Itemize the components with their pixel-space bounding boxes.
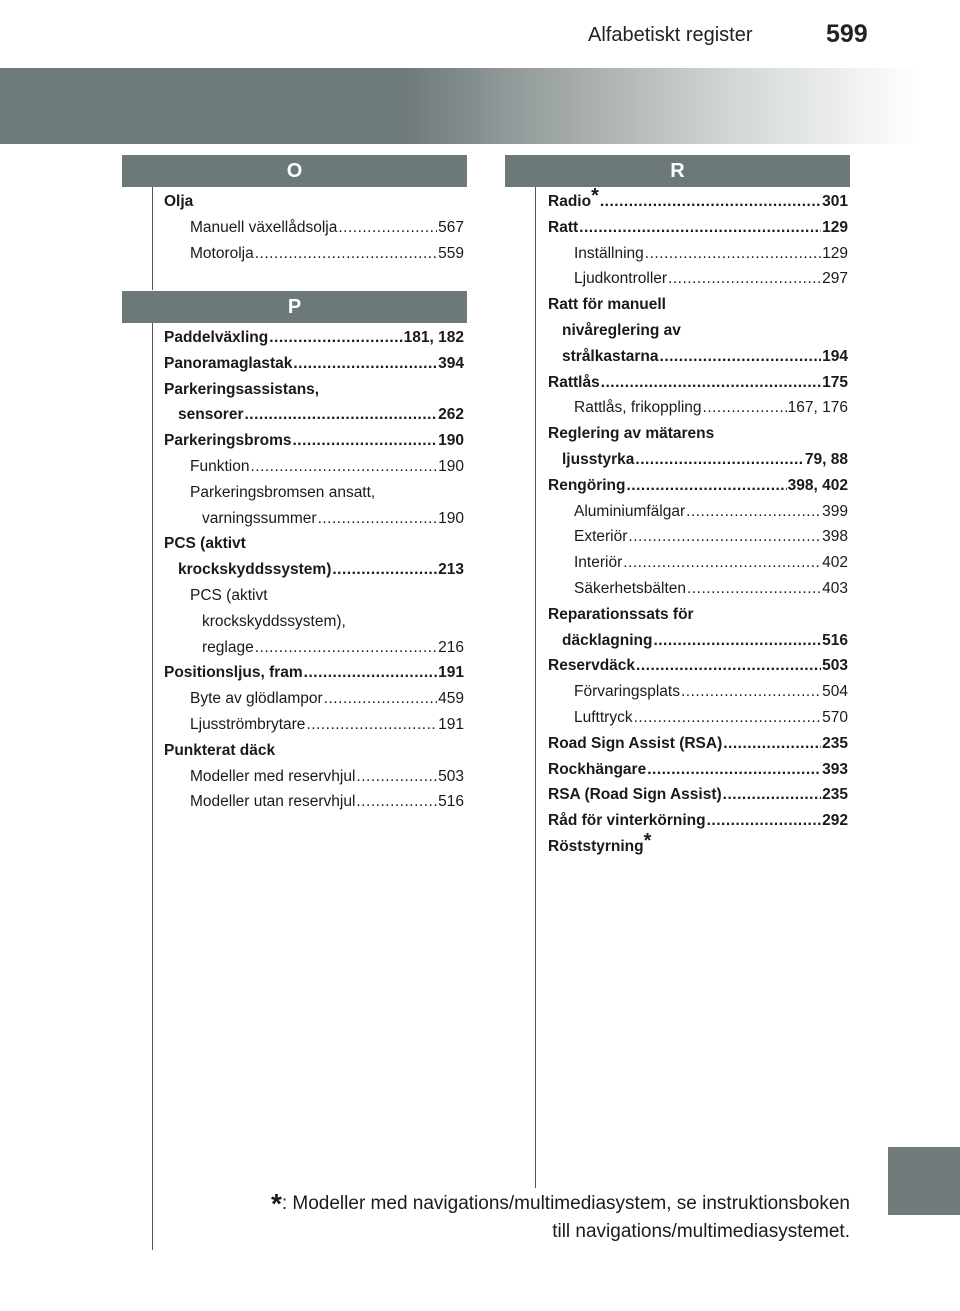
leader-dots <box>304 660 437 686</box>
entry-page[interactable]: 398 <box>822 528 848 546</box>
entry-text: Röststyrning <box>548 837 644 855</box>
entry-page[interactable]: 559 <box>438 244 464 262</box>
index-entry <box>164 377 464 403</box>
entry-text: Råd för vinterkörning <box>548 812 706 830</box>
leader-dots <box>668 266 821 292</box>
entry-page[interactable]: 398, 402 <box>787 476 848 494</box>
entry-text: Paddelväxling <box>164 329 269 346</box>
entry-text: strålkastarna <box>562 347 659 365</box>
entry-page[interactable]: 567 <box>438 218 464 236</box>
entry-text: däcklagning <box>562 631 653 649</box>
header-band <box>0 68 960 144</box>
entry-text: krockskyddssystem) <box>178 561 332 579</box>
leader-dots <box>318 506 438 532</box>
index-entry[interactable] <box>548 628 848 654</box>
index-entry[interactable] <box>548 757 848 783</box>
index-entry[interactable] <box>548 576 848 602</box>
index-entry[interactable] <box>164 241 464 267</box>
index-entry <box>164 531 464 557</box>
index-entry[interactable] <box>164 402 464 428</box>
leader-dots <box>356 764 437 790</box>
entry-page[interactable]: 570 <box>822 708 848 726</box>
entry-label: Radio <box>548 193 592 210</box>
index-entry[interactable] <box>164 325 464 351</box>
left-column-rule <box>152 322 153 1250</box>
footnote-line-2: till navigations/multimediasystemet. <box>552 1221 850 1242</box>
index-entry[interactable] <box>164 764 464 790</box>
entry-text: Olja <box>164 193 194 210</box>
section-header-r: R <box>505 155 850 187</box>
entry-page[interactable]: 503 <box>438 767 464 785</box>
entry-page[interactable]: 181, 182 <box>403 329 464 346</box>
entry-page[interactable]: 213 <box>438 561 464 579</box>
entry-page[interactable]: 191 <box>438 715 464 733</box>
leader-dots <box>723 782 821 808</box>
leader-dots <box>634 705 822 731</box>
leader-dots <box>623 550 821 576</box>
entry-text: Rockhängare <box>548 760 647 778</box>
entry-text: Byte av glödlampor <box>190 690 323 708</box>
leader-dots <box>332 557 437 583</box>
leader-dots <box>660 344 822 370</box>
entry-page[interactable]: 402 <box>822 554 848 572</box>
entry-text: Positionsljus, fram <box>164 664 303 682</box>
index-entry[interactable] <box>548 550 848 576</box>
page-number: 599 <box>826 20 868 48</box>
leader-dots <box>653 628 821 654</box>
entry-page[interactable]: 262 <box>438 406 464 424</box>
leader-dots <box>579 215 821 241</box>
entry-text: krockskyddssystem), <box>202 612 346 630</box>
index-entry[interactable] <box>164 215 464 241</box>
right-column-rule <box>535 186 536 1188</box>
entry-page[interactable]: 190 <box>438 509 464 527</box>
leader-dots <box>244 402 437 428</box>
leader-dots <box>601 370 821 396</box>
entry-page[interactable]: 292 <box>822 812 848 830</box>
leader-dots <box>324 686 437 712</box>
entry-page[interactable]: 504 <box>822 683 848 701</box>
index-entry[interactable] <box>548 185 848 215</box>
index-entry[interactable] <box>164 660 464 686</box>
index-entry[interactable] <box>548 782 848 808</box>
entry-text: Funktion <box>190 457 250 475</box>
entry-text: Ljudkontroller <box>574 270 668 288</box>
entry-text: reglage <box>202 638 254 656</box>
entry-text <box>548 185 599 215</box>
entry-page[interactable]: 297 <box>822 270 848 288</box>
leader-dots <box>636 653 821 679</box>
index-entry <box>164 480 464 506</box>
footnote-line-1 <box>190 1190 850 1218</box>
section-header-o: O <box>122 155 467 187</box>
entry-text: Motorolja <box>190 244 254 262</box>
left-column-rule <box>152 186 153 290</box>
index-list-r <box>548 185 848 860</box>
entry-text: Panoramaglastak <box>164 354 293 372</box>
index-entry[interactable] <box>548 266 848 292</box>
leader-dots <box>600 189 821 215</box>
entry-text: ljusstyrka <box>562 450 635 468</box>
leader-dots <box>255 635 437 661</box>
entry-page[interactable]: 394 <box>438 354 464 372</box>
index-entry[interactable] <box>548 653 848 679</box>
leader-dots <box>356 789 437 815</box>
index-entry[interactable] <box>164 789 464 815</box>
entry-text: Reparationssats för <box>548 605 694 623</box>
entry-text: Rattlås, frikoppling <box>574 399 702 417</box>
index-entry[interactable] <box>164 686 464 712</box>
footnote-star: * <box>270 1188 282 1219</box>
leader-dots <box>269 325 402 351</box>
leader-dots <box>723 731 821 757</box>
index-entry[interactable] <box>164 635 464 661</box>
entry-page[interactable]: 216 <box>438 638 464 656</box>
entry-page[interactable]: 235 <box>822 734 848 752</box>
entry-page[interactable]: 191 <box>438 664 464 682</box>
footnote-marker: * <box>591 185 599 207</box>
index-entry[interactable] <box>548 241 848 267</box>
entry-text: Manuell växellådsolja <box>190 218 338 236</box>
section-header-p: P <box>122 291 467 323</box>
footnote-text-1: : Modeller med navigations/multimediasystem, se instruktionsboken <box>281 1193 850 1214</box>
entry-text: Interiör <box>574 554 623 572</box>
entry-page[interactable]: 190 <box>438 432 464 450</box>
entry-text: Parkeringsbromsen ansatt, <box>190 483 376 501</box>
leader-dots <box>250 454 437 480</box>
entry-page[interactable]: 190 <box>438 457 464 475</box>
entry-page[interactable]: 129 <box>822 244 848 262</box>
index-entry[interactable] <box>164 712 464 738</box>
entry-page[interactable]: 393 <box>822 760 848 778</box>
leader-dots <box>306 712 437 738</box>
entry-text: PCS (aktivt <box>164 535 246 553</box>
leader-dots <box>707 808 822 834</box>
entry-text: Modeller utan reservhjul <box>190 793 356 811</box>
entry-page[interactable]: 459 <box>438 690 464 708</box>
entry-page[interactable]: 516 <box>438 793 464 811</box>
entry-text: varningssummer <box>202 509 317 527</box>
entry-page[interactable]: 79, 88 <box>804 450 848 468</box>
index-entry[interactable] <box>548 705 848 731</box>
index-entry[interactable] <box>164 351 464 377</box>
leader-dots <box>703 395 787 421</box>
index-entry <box>164 189 464 215</box>
index-entry[interactable] <box>548 215 848 241</box>
footnote-marker: * <box>643 829 652 852</box>
entry-page[interactable]: 175 <box>822 373 848 391</box>
entry-page[interactable]: 301 <box>822 193 848 210</box>
entry-text: Exteriör <box>574 528 628 546</box>
index-entry[interactable] <box>548 524 848 550</box>
leader-dots <box>627 473 787 499</box>
leader-dots <box>628 524 821 550</box>
entry-text: Punkterat däck <box>164 741 276 759</box>
entry-text: Lufttryck <box>574 708 633 726</box>
entry-page[interactable]: 403 <box>822 579 848 597</box>
entry-page[interactable]: 503 <box>822 657 848 675</box>
leader-dots <box>687 576 821 602</box>
entry-text: Inställning <box>574 244 644 262</box>
entry-text: nivåreglering av <box>562 321 681 339</box>
index-entry[interactable] <box>548 808 848 834</box>
footnote <box>190 1190 850 1246</box>
entry-text: Rengöring <box>548 476 626 494</box>
index-entry <box>164 583 464 609</box>
entry-page[interactable]: 399 <box>822 502 848 520</box>
index-entry <box>548 829 848 860</box>
index-entry[interactable] <box>548 499 848 525</box>
entry-text: RSA (Road Sign Assist) <box>548 786 722 804</box>
entry-text: Parkeringsassistans, <box>164 380 320 398</box>
leader-dots <box>635 447 804 473</box>
index-entry <box>548 421 848 447</box>
leader-dots <box>645 241 821 267</box>
entry-page[interactable]: 129 <box>822 218 848 236</box>
index-list-p <box>164 325 464 815</box>
entry-text: Parkeringsbroms <box>164 432 292 450</box>
entry-text: Ratt <box>548 218 579 236</box>
entry-page[interactable]: 167, 176 <box>787 399 848 417</box>
index-entry <box>164 738 464 764</box>
index-entry[interactable] <box>548 679 848 705</box>
entry-text: Säkerhetsbälten <box>574 579 687 597</box>
entry-page[interactable]: 516 <box>822 631 848 649</box>
index-entry[interactable] <box>164 428 464 454</box>
entry-text: PCS (aktivt <box>190 586 268 604</box>
entry-text: Reglering av mätarens <box>548 425 715 443</box>
index-entry[interactable] <box>164 506 464 532</box>
index-entry <box>548 318 848 344</box>
index-entry <box>548 292 848 318</box>
index-entry[interactable] <box>548 344 848 370</box>
leader-dots <box>681 679 821 705</box>
entry-text: sensorer <box>178 406 244 424</box>
entry-text: Modeller med reservhjul <box>190 767 356 785</box>
leader-dots <box>338 215 437 241</box>
index-entry <box>548 602 848 628</box>
index-entry[interactable] <box>548 473 848 499</box>
leader-dots <box>293 428 438 454</box>
leader-dots <box>293 351 437 377</box>
index-entry <box>164 609 464 635</box>
entry-text: Road Sign Assist (RSA) <box>548 734 723 752</box>
index-entry[interactable] <box>548 370 848 396</box>
entry-text: Ljusströmbrytare <box>190 715 306 733</box>
index-list-o <box>164 189 464 266</box>
entry-text: Reservdäck <box>548 657 636 675</box>
entry-text: Förvaringsplats <box>574 683 680 701</box>
index-entry[interactable] <box>164 557 464 583</box>
entry-text: Rattlås <box>548 373 600 391</box>
entry-text: Aluminiumfälgar <box>574 502 686 520</box>
leader-dots <box>686 499 821 525</box>
leader-dots <box>255 241 437 267</box>
index-entry[interactable] <box>548 447 848 473</box>
entry-page[interactable]: 194 <box>822 347 848 365</box>
index-entry[interactable] <box>164 454 464 480</box>
index-entry[interactable] <box>548 731 848 757</box>
entry-text: Ratt för manuell <box>548 296 666 314</box>
thumb-index-tab[interactable] <box>888 1147 960 1215</box>
entry-page[interactable]: 235 <box>822 786 848 804</box>
index-entry[interactable] <box>548 395 848 421</box>
leader-dots <box>647 757 821 783</box>
running-header-title: Alfabetiskt register <box>588 24 753 46</box>
